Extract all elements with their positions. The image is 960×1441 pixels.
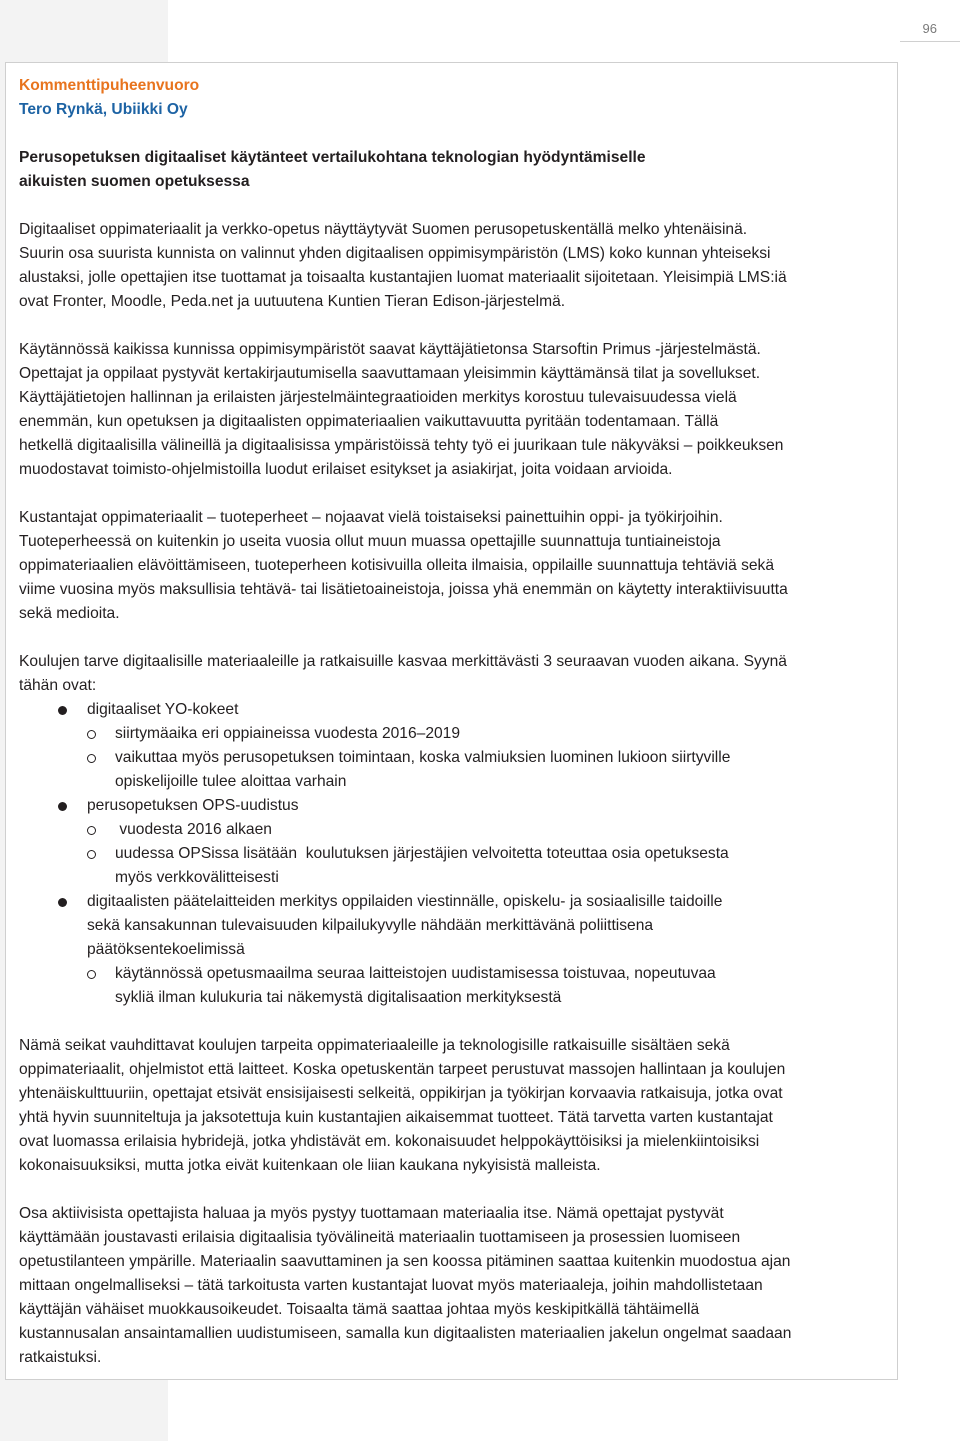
text-line: Koulujen tarve digitaalisille materiaaleille ja ratkaisuille kasvaa merkittävästi 3 seuraavan vuoden aikana. Syynä [19, 653, 787, 670]
sub-list-item [87, 962, 899, 1010]
text-line: ovat luomassa erilaisia hybridejä, jotka yhdistävät em. kokonaisuudet helppokäyttöisiksi ja mielenkiintoisiksi [19, 1133, 760, 1150]
list-item-text: uudessa OPSissa lisätään koulutuksen järjestäjien velvoitetta toteuttaa osia opetuksesta [115, 845, 729, 862]
bullet-dot-icon [58, 706, 67, 715]
list-item-text: digitaalisten päätelaitteiden merkitys oppilaiden viestinnälle, opiskelu- ja sosiaalisille taidoille [87, 893, 723, 910]
text-line: viime vuosina myös maksullisia tehtävä- tai lisätietoaineistoja, joissa yhä enemmän on käytetty interaktiivisuutta [19, 581, 788, 598]
text-line: enemmän, kun opetuksen ja digitaalisten oppimateriaalien vaikuttavuutta pyritään todentamaan. Tällä [19, 413, 719, 430]
text-line: Käyttäjätietojen hallinnan ja erilaisten järjestelmäintegraatioiden merkitys korostuu tulevaisuudessa vielä [19, 389, 737, 406]
list-item-text: käytännössä opetusmaailma seuraa laitteistojen uudistamisessa toistuvaa, nopeutuvaa [115, 965, 716, 982]
bullet-dot-icon [58, 802, 67, 811]
page-number-rule [900, 41, 960, 42]
text-line: Käytännössä kaikissa kunnissa oppimisympäristöt saavat käyttäjätietonsa Starsoftin Primus -järjestelmästä. [19, 341, 761, 358]
text-line: kustannusalan ansaintamallien uudistumiseen, samalla kun digitaalisten materiaalien jakelun ongelmat saadaan [19, 1325, 792, 1342]
paragraph-6 [19, 1202, 899, 1370]
paragraph-5 [19, 1034, 899, 1178]
list-item-text: sekä kansakunnan tulevaisuuden kilpailukyvylle nähdään merkittävänä poliittisena [87, 917, 654, 934]
text-line: käyttämään joustavasti erilaisia digitaalisia työvälineitä materiaalin tuottamiseen ja prosessien luomiseen [19, 1229, 741, 1246]
bullet-circle-icon [87, 850, 96, 859]
list-item [19, 890, 899, 1010]
list-item-text: vaikuttaa myös perusopetuksen toimintaan, koska valmiuksien luominen lukioon siirtyville [115, 749, 731, 766]
text-line: muodostavat toimisto-ohjelmistoilla luodut erilaiset esitykset ja asiakirjat, joita voidaan arvioida. [19, 461, 673, 478]
list-item-text: opiskelijoille tulee aloittaa varhain [115, 773, 347, 790]
text-line: Nämä seikat vauhdittavat koulujen tarpeita oppimateriaaleille ja teknologisille ratkaisuille sisältäen sekä [19, 1037, 730, 1054]
text-line: Suurin osa suurista kunnista on valinnut yhden digitaalisen oppimisympäristön (LMS) koko kunnan yhteiseksi [19, 245, 771, 262]
text-line: tähän ovat: [19, 677, 97, 694]
sub-list [87, 962, 899, 1010]
bullet-circle-icon [87, 970, 96, 979]
text-line: Opettajat ja oppilaat pystyvät kertakirjautumisella saavuttamaan yleisimmin käyttämänsä tilat ja sovellukset. [19, 365, 761, 382]
list-item-text: perusopetuksen OPS-uudistus [87, 797, 299, 814]
list-item-text: myös verkkovälitteisesti [115, 869, 279, 886]
text-line: Digitaaliset oppimateriaalit ja verkko-opetus näyttäytyvät Suomen perusopetuskentällä melko yhtenäisinä. [19, 221, 748, 238]
text-line: Osa aktiivisista opettajista haluaa ja myös pystyy tuottamaan materiaalia itse. Nämä opettajat pystyvät [19, 1205, 724, 1222]
paragraph-2 [19, 338, 899, 482]
paragraph-4 [19, 650, 899, 698]
sub-list-item [87, 722, 899, 746]
text-line: oppimateriaalien elävöittämiseen, tuoteperheen kotisivuilla olleita ilmaisia, oppilaille suunnattuja tehtäviä sekä [19, 557, 775, 574]
author-line: Tero Rynkä, Ubiikki Oy [19, 101, 188, 118]
text-line: kokonaisuuksiksi, mutta jotka eivät kuitenkaan ole liian kaukana nykyisistä malleista. [19, 1157, 601, 1174]
list-item-text: sykliä ilman kulukuria tai näkemystä digitalisaation merkityksestä [115, 989, 562, 1006]
text-line: alustaksi, jolle opettajien itse tuottamat ja toisaalta kustantajien luomat materiaalit sijoitetaan. Yleisimpiä LMS:iä [19, 269, 787, 286]
page-number: 96 [922, 21, 937, 36]
text-line: yhtenäiskulttuuriin, opettajat etsivät ensisijaisesti selkeitä, oppikirjan ja työkirjan korvaavia ratkaisuja, jotka ovat [19, 1085, 783, 1102]
sub-list [87, 722, 899, 794]
text-line: hetkellä digitaalisilla välineillä ja digitaalisissa ympäristöissä tehty työ ei juurikaan tule näkyväksi – poikkeuksen [19, 437, 784, 454]
text-line: Tuoteperheessä on kuitenkin jo useita vuosia ollut muun muassa opettajille suunnattuja tuntiaineistoja [19, 533, 721, 550]
paragraph-3 [19, 506, 899, 626]
text-line: käyttäjän vähäiset muokkausoikeudet. Toisaalta tämä saattaa johtaa myös keskipitkällä tähtäimellä [19, 1301, 700, 1318]
bullet-circle-icon [87, 754, 96, 763]
title-line: aikuisten suomen opetuksessa [19, 173, 250, 190]
article-title [19, 146, 899, 194]
list-item [19, 698, 899, 794]
text-line: yhtä hyvin suunniteltuja ja jaksotettuja kuin kustantajien aikaisemmat tuotteet. Tätä tarvetta varten kustantajat [19, 1109, 773, 1126]
list-item-text: päätöksentekoelimissä [87, 941, 245, 958]
text-line: ovat Fronter, Moodle, Peda.net ja uutuutena Kuntien Tieran Edison-järjestelmä. [19, 293, 566, 310]
bullet-circle-icon [87, 730, 96, 739]
article-body [19, 74, 899, 1370]
bullet-circle-icon [87, 826, 96, 835]
list-item [19, 794, 899, 890]
paragraph-1 [19, 218, 899, 314]
text-line: opetustilanteen ympärille. Materiaalin saavuttaminen ja sen koossa pitäminen saattaa kuitenkin muodostua ajan [19, 1253, 791, 1270]
sub-list-item [87, 842, 899, 890]
reasons-list [19, 698, 899, 1010]
list-item-text: siirtymäaika eri oppiaineissa vuodesta 2016–2019 [115, 725, 461, 742]
list-item-text: vuodesta 2016 alkaen [115, 821, 272, 838]
text-line: Kustantajat oppimateriaalit – tuoteperheet – nojaavat vielä toistaiseksi painettuihin oppi- ja työkirjoihin. [19, 509, 723, 526]
text-line: sekä medioita. [19, 605, 120, 622]
sub-list [87, 818, 899, 890]
sub-list-item [87, 746, 899, 794]
text-line: mittaan ongelmalliseksi – tätä tarkoitusta varten kustantajat luovat myös materiaaleja, joihin mahdollistetaan [19, 1277, 763, 1294]
text-line: oppimateriaalit, ohjelmistot että laitteet. Koska opetuskentän tarpeet perustuvat massojen hallintaan ja koulujen [19, 1061, 786, 1078]
text-line: ratkaistuksi. [19, 1349, 102, 1366]
bullet-dot-icon [58, 898, 67, 907]
sub-list-item [87, 818, 899, 842]
section-kicker: Kommenttipuheenvuoro [19, 77, 200, 94]
title-line: Perusopetuksen digitaaliset käytänteet vertailukohtana teknologian hyödyntämiselle [19, 149, 646, 166]
list-item-text: digitaaliset YO-kokeet [87, 701, 239, 718]
